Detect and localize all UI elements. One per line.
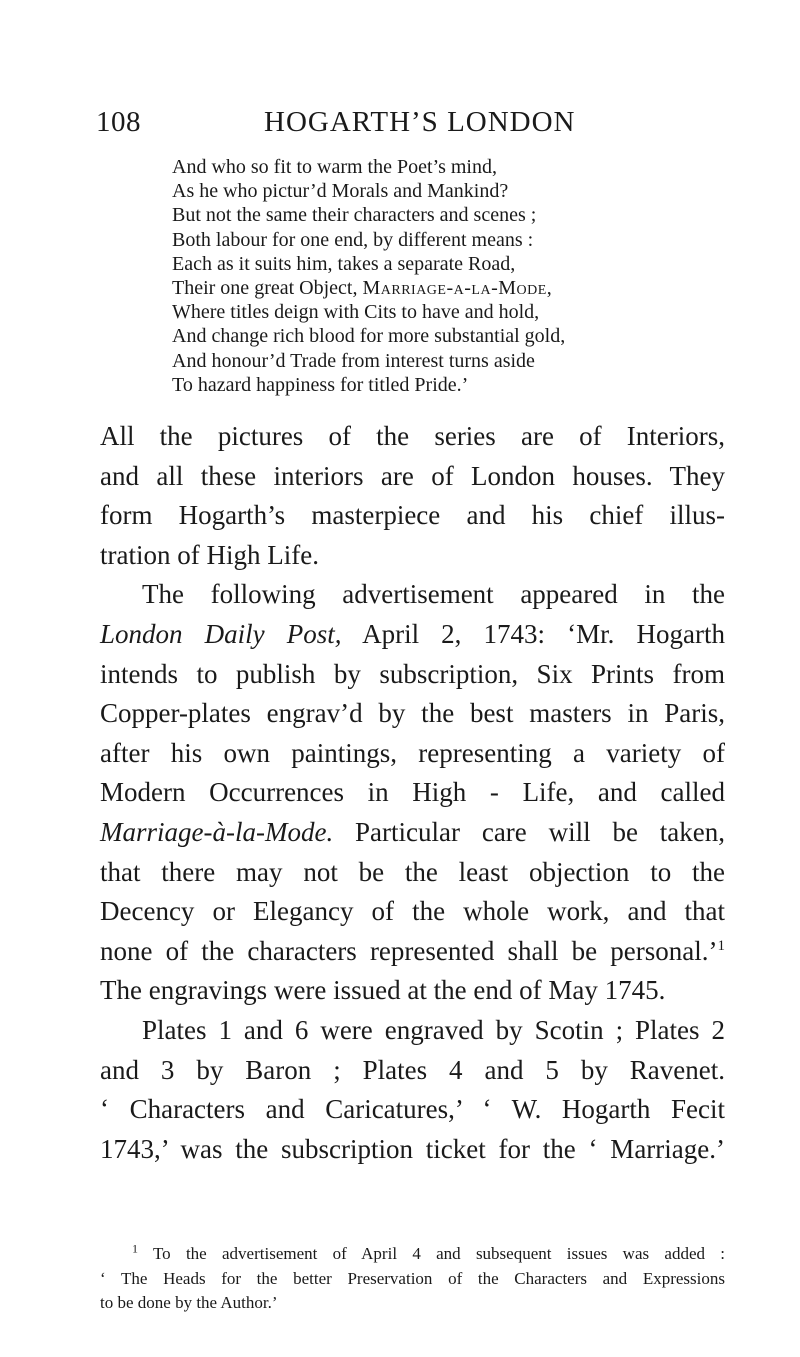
poem-line-start: Their one great Object,	[172, 277, 363, 300]
footnote	[100, 1242, 725, 1316]
series-title: Marriage-à-la-Mode.	[100, 816, 334, 847]
prose-line: Modern Occurrences in High - Life, and called	[100, 777, 725, 808]
body-text	[100, 417, 725, 1169]
prose-line: ‘ Characters and Caricatures,’ ‘ W. Hogarth Fecit	[100, 1094, 725, 1125]
prose-line: that there may not be the least objection to the	[100, 856, 725, 887]
running-title: HOGARTH’S LONDON	[264, 106, 576, 138]
page-number: 108	[96, 106, 141, 138]
footnote-line: to be done by the Author.’	[100, 1293, 278, 1312]
footnote-line: ‘ The Heads for the better Preservation of the Characters and Expressions	[100, 1268, 725, 1288]
poem-line	[172, 276, 732, 300]
poem-line: And who so fit to warm the Poet’s mind,	[172, 156, 497, 178]
prose-line: All the pictures of the series are of Interiors,	[100, 421, 725, 451]
poem-line: Both labour for one end, by different means :	[172, 228, 534, 251]
footnote-marker: 1	[132, 1241, 138, 1256]
prose-span: Particular care will be taken,	[333, 816, 725, 847]
prose-line: and 3 by Baron ; Plates 4 and 5 by Ravenet.	[100, 1054, 725, 1085]
prose-span: none of the characters represented shall be personal.’	[100, 935, 718, 966]
poem-line: But not the same their characters and scenes ;	[172, 204, 537, 227]
prose-line: form Hogarth’s masterpiece and his chief illus-	[100, 500, 725, 531]
poem-title-smallcaps: Marriage-a-la-Mode	[362, 277, 547, 300]
prose-line: The engravings were issued at the end of May 1745.	[100, 975, 666, 1006]
poem-line: Where titles deign with Cits to have and hold,	[172, 301, 540, 324]
prose-line	[100, 932, 725, 972]
running-head	[96, 102, 706, 142]
prose-line: Decency or Elegancy of the whole work, and that	[100, 896, 725, 927]
poem-line: As he who pictur’d Morals and Mankind?	[172, 180, 509, 203]
quoted-poem	[172, 155, 732, 397]
prose-line: Plates 1 and 6 were engraved by Scotin ; Plates 2	[142, 1014, 725, 1045]
poem-line: Each as it suits him, takes a separate Road,	[172, 252, 516, 275]
poem-line: And change rich blood for more substantial gold,	[172, 325, 566, 348]
prose-line: tration of High Life.	[100, 539, 319, 570]
footnote-reference: 1	[717, 937, 725, 954]
poem-line: To hazard happiness for titled Pride.’	[172, 373, 469, 396]
footnote-span: To the advertisement of April 4 and subsequent issues was added :	[138, 1244, 725, 1263]
prose-line: 1743,’ was the subscription ticket for the ‘ Marriage.’	[100, 1133, 725, 1164]
prose-line: intends to publish by subscription, Six Prints from	[100, 658, 725, 689]
poem-line-end: ,	[546, 277, 552, 300]
prose-line	[100, 615, 725, 655]
footnote-line	[100, 1242, 725, 1267]
prose-line	[100, 813, 725, 853]
prose-line: Copper-plates engrav’d by the best masters in Paris,	[100, 698, 725, 729]
prose-line: after his own paintings, representing a variety of	[100, 737, 725, 768]
prose-line: and all these interiors are of London houses. They	[100, 460, 725, 491]
newspaper-title: London Daily Post,	[100, 618, 342, 649]
prose-line: The following advertisement appeared in the	[142, 579, 725, 610]
prose-span: April 2, 1743: ‘Mr. Hogarth	[341, 618, 725, 649]
poem-line: And honour’d Trade from interest turns aside	[172, 349, 535, 372]
